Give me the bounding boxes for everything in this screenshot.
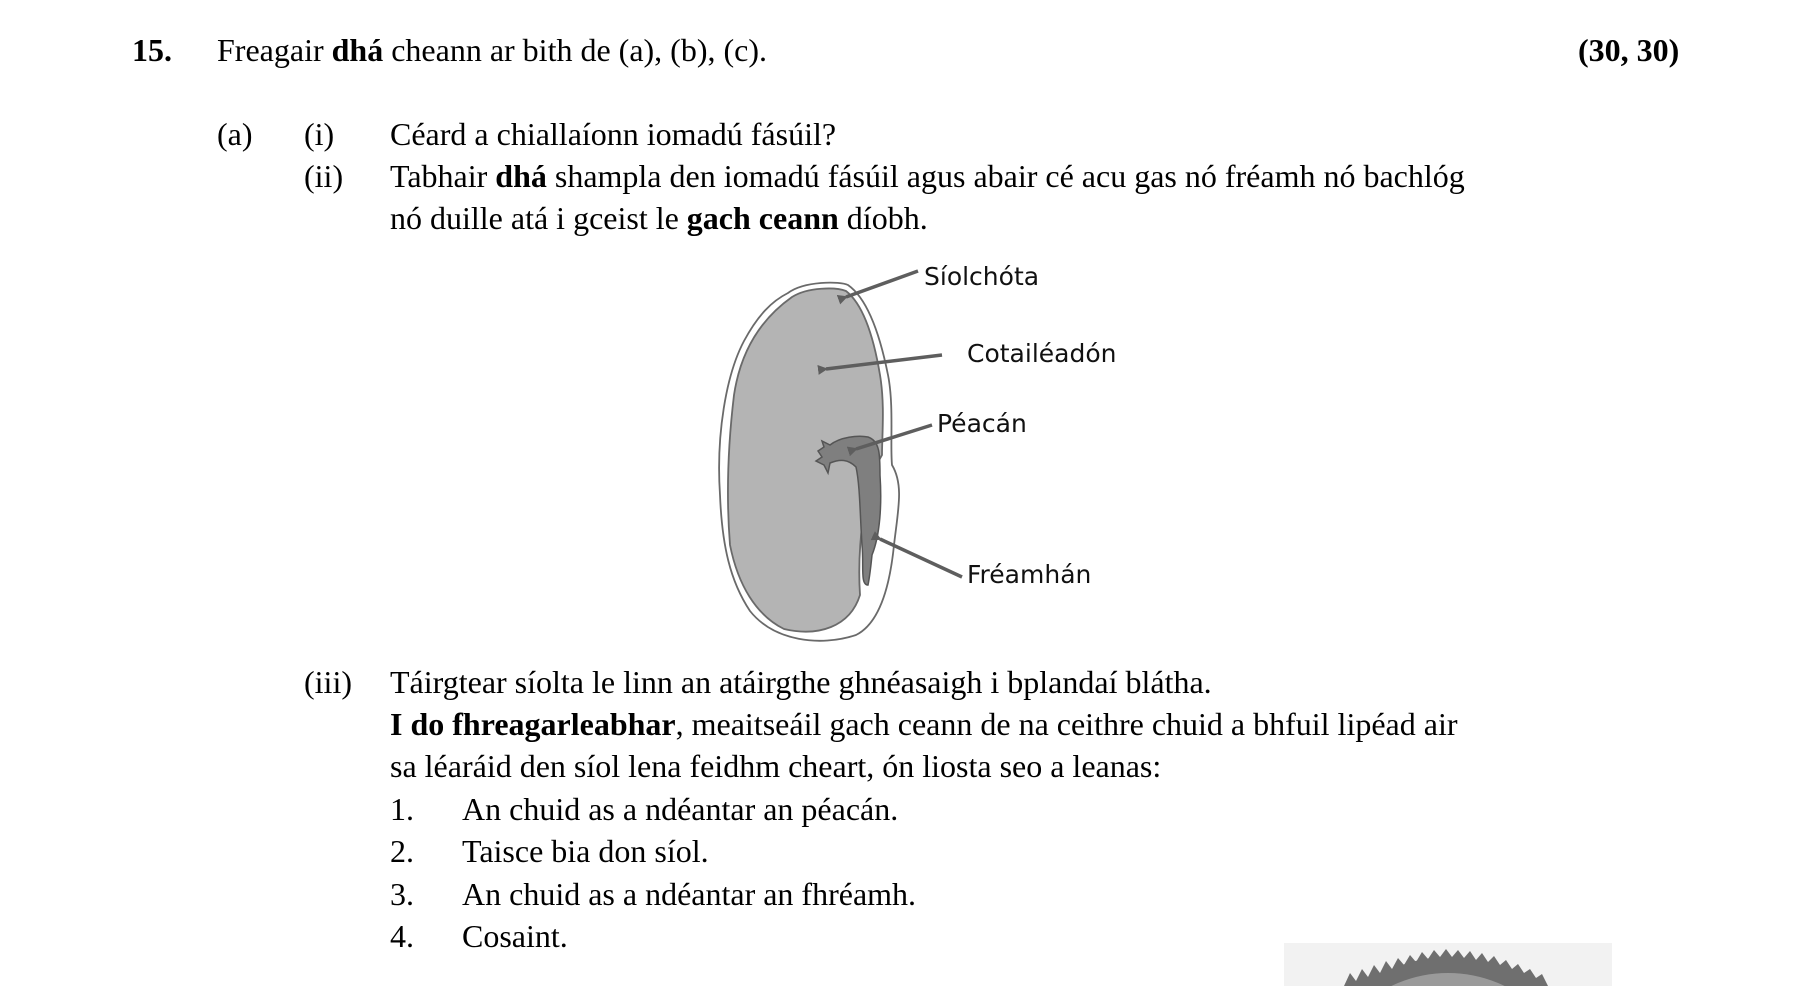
text-run: nó duille atá i gceist le <box>390 200 687 236</box>
part-a-iii-line-3: sa léaráid den síol lena feidhm cheart, ón liosta seo a leanas: <box>390 748 1162 784</box>
part-a-ii-line-1 <box>390 156 1465 196</box>
part-a-iii-label: (iii) <box>304 664 352 700</box>
option-number: 3. <box>390 876 414 912</box>
question-number: 15. <box>132 32 172 68</box>
text-run: , meaitseáil gach ceann de na ceithre chuid a bhfuil lipéad air <box>675 706 1458 742</box>
marks-allocation: (30, 30) <box>1578 32 1680 68</box>
label-cotyledon: Cotailéadón <box>967 339 1117 368</box>
option-number: 2. <box>390 833 414 869</box>
part-a-label: (a) <box>217 116 253 152</box>
text-emphasis: gach ceann <box>686 200 839 236</box>
label-radicle: Fréamhán <box>967 560 1092 589</box>
partial-diagram-image <box>1284 943 1612 986</box>
question-instruction <box>217 30 767 70</box>
option-text: Cosaint. <box>462 918 568 954</box>
label-seed-coat: Síolchóta <box>924 262 1040 291</box>
part-a-ii-label: (ii) <box>304 158 344 194</box>
seed-illustration <box>700 255 1180 655</box>
instruction-text: Freagair <box>217 32 332 68</box>
option-text: An chuid as a ndéantar an péacán. <box>462 791 899 827</box>
part-a-iii-line-2 <box>390 704 1457 744</box>
part-a-i-text: Céard a chiallaíonn iomadú fásúil? <box>390 116 837 152</box>
seed-diagram <box>700 255 1180 660</box>
option-text: Taisce bia don síol. <box>462 833 709 869</box>
text-run: díobh. <box>838 200 928 236</box>
text-run: Tabhair <box>390 158 496 194</box>
text-emphasis: dhá <box>495 158 547 194</box>
option-number: 1. <box>390 791 414 827</box>
text-emphasis: I do fhreagarleabhar <box>390 706 676 742</box>
option-text: An chuid as a ndéantar an fhréamh. <box>462 876 917 912</box>
text-run: shampla den iomadú fásúil agus abair cé acu gas nó fréamh nó bachlóg <box>546 158 1465 194</box>
instruction-text-end: cheann ar bith de (a), (b), (c). <box>383 32 767 68</box>
option-number: 4. <box>390 918 414 954</box>
instruction-emphasis: dhá <box>331 32 384 68</box>
serrated-circle-icon <box>1284 943 1612 986</box>
part-a-iii-line-1: Táirgtear síolta le linn an atáirgthe ghnéasaigh i bplandaí blátha. <box>390 664 1212 700</box>
part-a-ii-line-2 <box>390 198 928 238</box>
part-a-i-label: (i) <box>304 116 335 152</box>
label-plumule: Péacán <box>937 409 1027 438</box>
arrow-seed-coat <box>846 271 918 297</box>
